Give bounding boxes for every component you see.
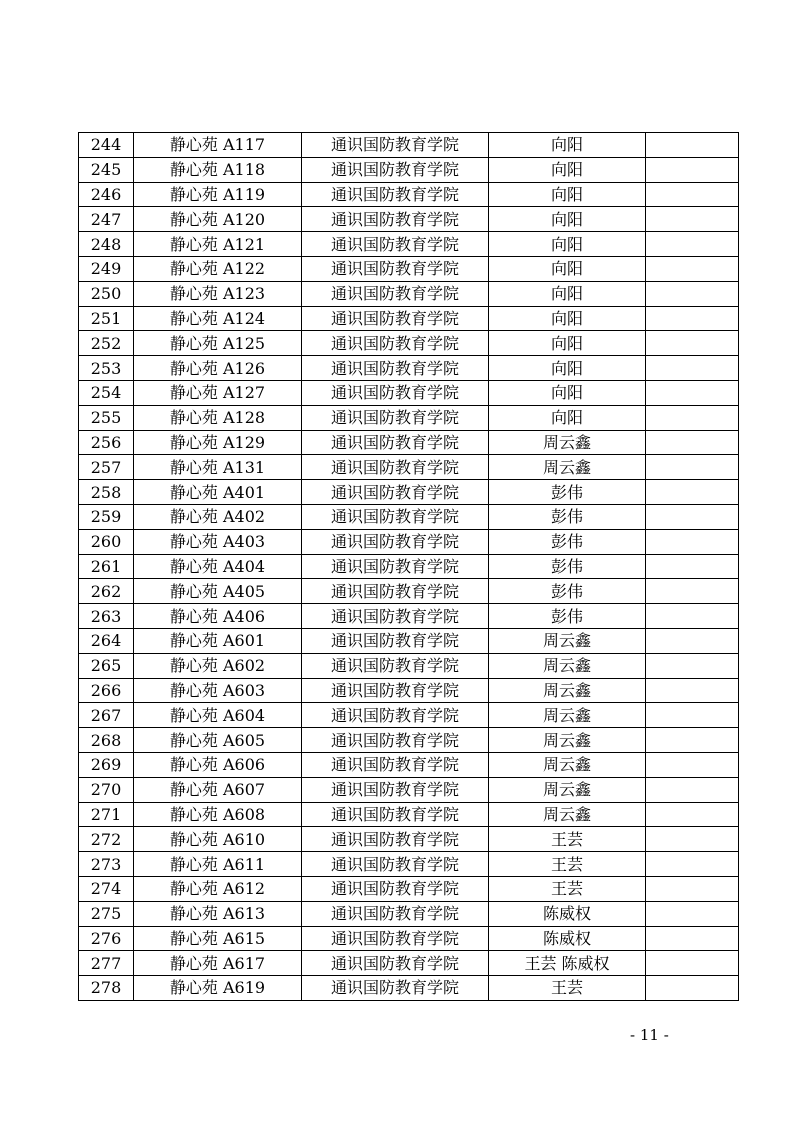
table-row	[79, 876, 739, 901]
person-in-charge-cell: 周云鑫	[489, 752, 646, 777]
college-cell: 通识国防教育学院	[302, 529, 489, 554]
college-cell: 通识国防教育学院	[302, 926, 489, 951]
person-in-charge-cell: 向阳	[489, 133, 646, 158]
row-number-cell: 278	[79, 976, 134, 1001]
room-cell: 静心苑 A129	[134, 430, 302, 455]
note-cell	[646, 504, 739, 529]
table-row	[79, 579, 739, 604]
row-number-cell: 269	[79, 752, 134, 777]
college-cell: 通识国防教育学院	[302, 827, 489, 852]
room-cell: 静心苑 A619	[134, 976, 302, 1001]
note-cell	[646, 728, 739, 753]
row-number-cell: 255	[79, 405, 134, 430]
note-cell	[646, 653, 739, 678]
row-number-cell: 249	[79, 256, 134, 281]
row-number-cell: 265	[79, 653, 134, 678]
table-row	[79, 182, 739, 207]
college-cell: 通识国防教育学院	[302, 728, 489, 753]
table-row	[79, 380, 739, 405]
table-row	[79, 777, 739, 802]
person-in-charge-cell: 王芸	[489, 976, 646, 1001]
table-row	[79, 529, 739, 554]
person-in-charge-cell: 周云鑫	[489, 430, 646, 455]
college-cell: 通识国防教育学院	[302, 901, 489, 926]
person-in-charge-cell: 向阳	[489, 356, 646, 381]
table-row	[79, 852, 739, 877]
note-cell	[646, 901, 739, 926]
row-number-cell: 248	[79, 232, 134, 257]
table-row	[79, 504, 739, 529]
college-cell: 通识国防教育学院	[302, 802, 489, 827]
table-row	[79, 628, 739, 653]
row-number-cell: 277	[79, 951, 134, 976]
table-row	[79, 133, 739, 158]
note-cell	[646, 157, 739, 182]
table-row	[79, 430, 739, 455]
room-cell: 静心苑 A122	[134, 256, 302, 281]
note-cell	[646, 678, 739, 703]
table-row	[79, 827, 739, 852]
row-number-cell: 256	[79, 430, 134, 455]
table-row	[79, 653, 739, 678]
college-cell: 通识国防教育学院	[302, 653, 489, 678]
room-cell: 静心苑 A604	[134, 703, 302, 728]
person-in-charge-cell: 陈威权	[489, 901, 646, 926]
note-cell	[646, 182, 739, 207]
college-cell: 通识国防教育学院	[302, 405, 489, 430]
row-number-cell: 270	[79, 777, 134, 802]
note-cell	[646, 752, 739, 777]
room-cell: 静心苑 A603	[134, 678, 302, 703]
room-cell: 静心苑 A402	[134, 504, 302, 529]
person-in-charge-cell: 向阳	[489, 182, 646, 207]
room-cell: 静心苑 A125	[134, 331, 302, 356]
note-cell	[646, 455, 739, 480]
room-cell: 静心苑 A613	[134, 901, 302, 926]
person-in-charge-cell: 周云鑫	[489, 728, 646, 753]
college-cell: 通识国防教育学院	[302, 331, 489, 356]
row-number-cell: 245	[79, 157, 134, 182]
note-cell	[646, 306, 739, 331]
row-number-cell: 259	[79, 504, 134, 529]
person-in-charge-cell: 周云鑫	[489, 777, 646, 802]
person-in-charge-cell: 王芸	[489, 827, 646, 852]
table-row	[79, 455, 739, 480]
room-cell: 静心苑 A118	[134, 157, 302, 182]
table-row	[79, 728, 739, 753]
person-in-charge-cell: 周云鑫	[489, 455, 646, 480]
note-cell	[646, 256, 739, 281]
room-cell: 静心苑 A608	[134, 802, 302, 827]
row-number-cell: 274	[79, 876, 134, 901]
row-number-cell: 272	[79, 827, 134, 852]
person-in-charge-cell: 彭伟	[489, 554, 646, 579]
table-row	[79, 678, 739, 703]
note-cell	[646, 976, 739, 1001]
person-in-charge-cell: 王芸	[489, 852, 646, 877]
table-row	[79, 306, 739, 331]
college-cell: 通识国防教育学院	[302, 480, 489, 505]
row-number-cell: 275	[79, 901, 134, 926]
person-in-charge-cell: 周云鑫	[489, 653, 646, 678]
row-number-cell: 257	[79, 455, 134, 480]
row-number-cell: 263	[79, 604, 134, 629]
room-cell: 静心苑 A117	[134, 133, 302, 158]
note-cell	[646, 430, 739, 455]
row-number-cell: 254	[79, 380, 134, 405]
table-row	[79, 356, 739, 381]
table-row	[79, 331, 739, 356]
note-cell	[646, 133, 739, 158]
college-cell: 通识国防教育学院	[302, 678, 489, 703]
room-cell: 静心苑 A121	[134, 232, 302, 257]
room-cell: 静心苑 A605	[134, 728, 302, 753]
note-cell	[646, 579, 739, 604]
room-cell: 静心苑 A127	[134, 380, 302, 405]
note-cell	[646, 405, 739, 430]
row-number-cell: 246	[79, 182, 134, 207]
room-cell: 静心苑 A615	[134, 926, 302, 951]
college-cell: 通识国防教育学院	[302, 604, 489, 629]
person-in-charge-cell: 向阳	[489, 306, 646, 331]
room-cell: 静心苑 A120	[134, 207, 302, 232]
table-row	[79, 802, 739, 827]
row-number-cell: 276	[79, 926, 134, 951]
person-in-charge-cell: 彭伟	[489, 480, 646, 505]
note-cell	[646, 207, 739, 232]
row-number-cell: 253	[79, 356, 134, 381]
person-in-charge-cell: 向阳	[489, 380, 646, 405]
row-number-cell: 267	[79, 703, 134, 728]
row-number-cell: 266	[79, 678, 134, 703]
row-number-cell: 264	[79, 628, 134, 653]
college-cell: 通识国防教育学院	[302, 579, 489, 604]
table-row	[79, 951, 739, 976]
room-cell: 静心苑 A403	[134, 529, 302, 554]
page-number: - 11 -	[630, 1026, 669, 1044]
row-number-cell: 244	[79, 133, 134, 158]
row-number-cell: 261	[79, 554, 134, 579]
note-cell	[646, 852, 739, 877]
room-cell: 静心苑 A406	[134, 604, 302, 629]
person-in-charge-cell: 周云鑫	[489, 802, 646, 827]
note-cell	[646, 802, 739, 827]
row-number-cell: 273	[79, 852, 134, 877]
table-row	[79, 157, 739, 182]
room-cell: 静心苑 A610	[134, 827, 302, 852]
person-in-charge-cell: 彭伟	[489, 504, 646, 529]
note-cell	[646, 380, 739, 405]
dormitory-roster-table	[78, 132, 739, 1001]
college-cell: 通识国防教育学院	[302, 455, 489, 480]
college-cell: 通识国防教育学院	[302, 157, 489, 182]
note-cell	[646, 604, 739, 629]
table-row	[79, 901, 739, 926]
note-cell	[646, 628, 739, 653]
table-row	[79, 256, 739, 281]
person-in-charge-cell: 周云鑫	[489, 678, 646, 703]
table-row	[79, 207, 739, 232]
person-in-charge-cell: 彭伟	[489, 579, 646, 604]
room-cell: 静心苑 A611	[134, 852, 302, 877]
college-cell: 通识国防教育学院	[302, 876, 489, 901]
person-in-charge-cell: 向阳	[489, 207, 646, 232]
note-cell	[646, 951, 739, 976]
college-cell: 通识国防教育学院	[302, 232, 489, 257]
college-cell: 通识国防教育学院	[302, 628, 489, 653]
row-number-cell: 250	[79, 281, 134, 306]
table-row	[79, 232, 739, 257]
room-cell: 静心苑 A128	[134, 405, 302, 430]
table-row	[79, 926, 739, 951]
college-cell: 通识国防教育学院	[302, 281, 489, 306]
table-row	[79, 281, 739, 306]
person-in-charge-cell: 陈威权	[489, 926, 646, 951]
row-number-cell: 252	[79, 331, 134, 356]
note-cell	[646, 926, 739, 951]
room-cell: 静心苑 A119	[134, 182, 302, 207]
person-in-charge-cell: 向阳	[489, 256, 646, 281]
row-number-cell: 262	[79, 579, 134, 604]
row-number-cell: 247	[79, 207, 134, 232]
room-cell: 静心苑 A131	[134, 455, 302, 480]
note-cell	[646, 281, 739, 306]
note-cell	[646, 529, 739, 554]
note-cell	[646, 703, 739, 728]
college-cell: 通识国防教育学院	[302, 306, 489, 331]
college-cell: 通识国防教育学院	[302, 703, 489, 728]
person-in-charge-cell: 彭伟	[489, 529, 646, 554]
room-cell: 静心苑 A405	[134, 579, 302, 604]
room-cell: 静心苑 A606	[134, 752, 302, 777]
dormitory-roster-table-wrapper	[78, 132, 733, 1001]
room-cell: 静心苑 A602	[134, 653, 302, 678]
table-row	[79, 480, 739, 505]
person-in-charge-cell: 向阳	[489, 331, 646, 356]
room-cell: 静心苑 A126	[134, 356, 302, 381]
row-number-cell: 260	[79, 529, 134, 554]
roster-table-body	[79, 133, 739, 1001]
college-cell: 通识国防教育学院	[302, 777, 489, 802]
room-cell: 静心苑 A617	[134, 951, 302, 976]
note-cell	[646, 356, 739, 381]
note-cell	[646, 554, 739, 579]
note-cell	[646, 232, 739, 257]
room-cell: 静心苑 A404	[134, 554, 302, 579]
college-cell: 通识国防教育学院	[302, 504, 489, 529]
college-cell: 通识国防教育学院	[302, 951, 489, 976]
college-cell: 通识国防教育学院	[302, 752, 489, 777]
row-number-cell: 251	[79, 306, 134, 331]
table-row	[79, 604, 739, 629]
row-number-cell: 271	[79, 802, 134, 827]
row-number-cell: 268	[79, 728, 134, 753]
person-in-charge-cell: 向阳	[489, 281, 646, 306]
room-cell: 静心苑 A123	[134, 281, 302, 306]
table-row	[79, 976, 739, 1001]
person-in-charge-cell: 周云鑫	[489, 628, 646, 653]
person-in-charge-cell: 彭伟	[489, 604, 646, 629]
room-cell: 静心苑 A124	[134, 306, 302, 331]
person-in-charge-cell: 向阳	[489, 405, 646, 430]
college-cell: 通识国防教育学院	[302, 852, 489, 877]
person-in-charge-cell: 周云鑫	[489, 703, 646, 728]
college-cell: 通识国防教育学院	[302, 182, 489, 207]
note-cell	[646, 777, 739, 802]
person-in-charge-cell: 向阳	[489, 157, 646, 182]
college-cell: 通识国防教育学院	[302, 133, 489, 158]
room-cell: 静心苑 A607	[134, 777, 302, 802]
note-cell	[646, 876, 739, 901]
college-cell: 通识国防教育学院	[302, 976, 489, 1001]
note-cell	[646, 331, 739, 356]
college-cell: 通识国防教育学院	[302, 554, 489, 579]
row-number-cell: 258	[79, 480, 134, 505]
note-cell	[646, 480, 739, 505]
college-cell: 通识国防教育学院	[302, 256, 489, 281]
person-in-charge-cell: 向阳	[489, 232, 646, 257]
college-cell: 通识国防教育学院	[302, 380, 489, 405]
college-cell: 通识国防教育学院	[302, 430, 489, 455]
room-cell: 静心苑 A601	[134, 628, 302, 653]
note-cell	[646, 827, 739, 852]
room-cell: 静心苑 A401	[134, 480, 302, 505]
person-in-charge-cell: 王芸 陈威权	[489, 951, 646, 976]
room-cell: 静心苑 A612	[134, 876, 302, 901]
table-row	[79, 703, 739, 728]
table-row	[79, 405, 739, 430]
person-in-charge-cell: 王芸	[489, 876, 646, 901]
table-row	[79, 752, 739, 777]
college-cell: 通识国防教育学院	[302, 356, 489, 381]
table-row	[79, 554, 739, 579]
college-cell: 通识国防教育学院	[302, 207, 489, 232]
